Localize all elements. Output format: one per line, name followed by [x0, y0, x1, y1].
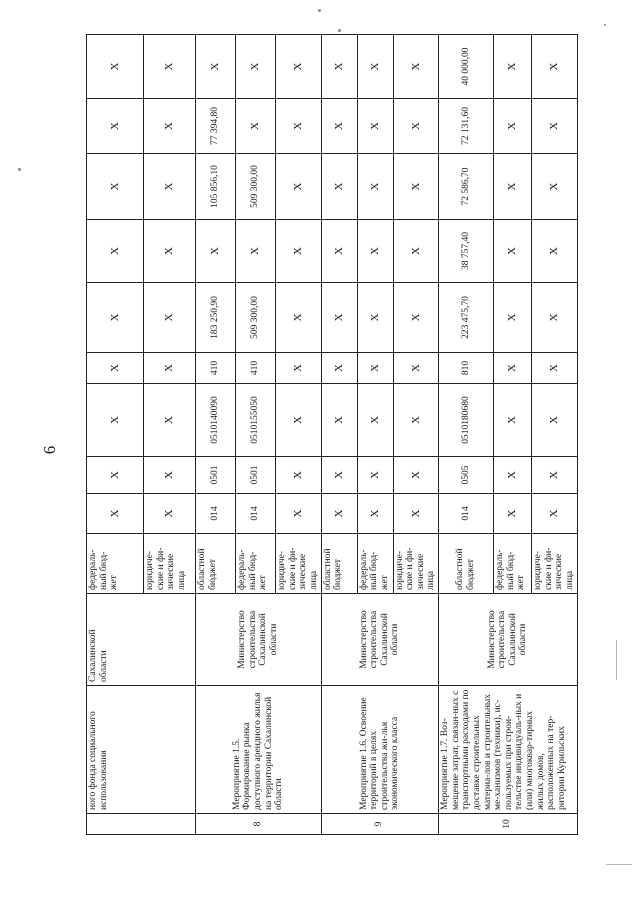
data-cell: X: [532, 154, 578, 220]
data-cell: X: [393, 154, 439, 220]
data-cell: X: [276, 283, 322, 353]
table-row: [87, 35, 144, 835]
data-cell: X: [236, 220, 276, 283]
row-number-cell: 10: [439, 814, 578, 835]
data-cell: X: [532, 99, 578, 154]
row-number-cell: [87, 814, 196, 835]
data-cell: 72 131,60: [439, 99, 494, 154]
data-cell: X: [393, 220, 439, 283]
data-cell: X: [532, 220, 578, 283]
scan-edge-mark: [606, 864, 632, 865]
data-cell: X: [494, 283, 532, 353]
data-cell: X: [196, 35, 236, 99]
funding-table: [86, 34, 578, 835]
data-cell: X: [87, 35, 144, 99]
scan-speck: [338, 29, 341, 32]
funding-source-cell: областной бюджет: [196, 534, 236, 594]
funding-source-cell: юридиче-ские и фи-зические лица: [144, 534, 196, 594]
data-cell: 0510140090: [196, 384, 236, 457]
data-cell: X: [144, 457, 196, 494]
data-cell: 410: [236, 353, 276, 384]
responsible-org-cell: Министерство строительства Сахалинской области: [196, 594, 322, 686]
funding-source-cell: областной бюджет: [439, 534, 494, 594]
responsible-org-cell: Министерство строительства Сахалинской области: [321, 594, 439, 686]
data-cell: X: [87, 457, 144, 494]
data-cell: 105 856,10: [196, 154, 236, 220]
data-cell: 0505: [439, 457, 494, 494]
data-cell: X: [494, 99, 532, 154]
data-cell: 014: [196, 494, 236, 534]
funding-source-cell: юридиче-ские и фи-зические лица: [276, 534, 322, 594]
data-cell: X: [494, 154, 532, 220]
data-cell: X: [393, 353, 439, 384]
funding-source-cell: областной бюджет: [321, 534, 357, 594]
row-number-cell: 8: [196, 814, 322, 835]
data-cell: X: [494, 457, 532, 494]
data-cell: X: [494, 494, 532, 534]
activity-cell: Мероприятие 1.5. Формирование рынка доступного арендного жилья на территории Сахалинской области: [196, 686, 322, 814]
data-cell: X: [87, 494, 144, 534]
data-cell: X: [357, 457, 393, 494]
data-cell: X: [276, 35, 322, 99]
data-cell: X: [321, 35, 357, 99]
data-cell: X: [357, 353, 393, 384]
responsible-org-cell: Министерство строительства Сахалинской области: [439, 594, 578, 686]
data-cell: X: [144, 154, 196, 220]
scan-edge-mark: [616, 640, 617, 680]
data-cell: X: [236, 35, 276, 99]
activity-cell: Мероприятие 1.7. Воз-мещение затрат, связан-ных с транспортными расходами по доставке строительных материа-лов и строительных ме-ханизмов (техники), ис-пользуемых при строи-тельстве индивидуаль-ных и (или) многоквар-тирных жилых домов, расположенных на тер-ритории Курильских: [439, 686, 578, 814]
data-cell: X: [276, 154, 322, 220]
data-cell: 0510180680: [439, 384, 494, 457]
data-cell: 410: [196, 353, 236, 384]
data-cell: 810: [439, 353, 494, 384]
data-cell: 40 000,00: [439, 35, 494, 99]
data-cell: X: [144, 99, 196, 154]
data-cell: X: [357, 494, 393, 534]
data-cell: X: [494, 220, 532, 283]
data-cell: X: [144, 384, 196, 457]
data-cell: X: [87, 353, 144, 384]
data-cell: 183 250,90: [196, 283, 236, 353]
data-cell: X: [87, 384, 144, 457]
data-cell: 014: [439, 494, 494, 534]
data-cell: 223 475,70: [439, 283, 494, 353]
funding-source-cell: федераль-ный бюд-жет: [357, 534, 393, 594]
scan-speck: [18, 168, 21, 171]
funding-source-cell: юридиче-ские и фи-зические лица: [393, 534, 439, 594]
data-cell: X: [321, 220, 357, 283]
data-cell: X: [276, 457, 322, 494]
data-cell: X: [144, 353, 196, 384]
data-cell: X: [532, 353, 578, 384]
data-cell: 77 394,80: [196, 99, 236, 154]
data-cell: X: [144, 220, 196, 283]
data-cell: X: [321, 99, 357, 154]
table-row: [196, 35, 236, 835]
data-cell: X: [494, 35, 532, 99]
data-cell: X: [494, 353, 532, 384]
data-cell: X: [357, 384, 393, 457]
data-cell: X: [532, 35, 578, 99]
data-cell: 38 757,40: [439, 220, 494, 283]
activity-cell: Мероприятие 1.6. Освоение территорий в целях строительства жи-лья экономического класса: [321, 686, 439, 814]
funding-source-cell: федераль-ный бюд-жет: [236, 534, 276, 594]
table-row: [439, 35, 494, 835]
data-cell: 509 300,00: [236, 154, 276, 220]
data-cell: X: [236, 99, 276, 154]
data-cell: X: [393, 457, 439, 494]
data-cell: X: [144, 494, 196, 534]
data-cell: X: [321, 283, 357, 353]
data-cell: X: [393, 99, 439, 154]
data-cell: X: [87, 220, 144, 283]
program-table-rotated: [86, 35, 575, 835]
data-cell: X: [144, 35, 196, 99]
scan-speck: [604, 24, 606, 26]
data-cell: X: [276, 384, 322, 457]
data-cell: X: [532, 457, 578, 494]
data-cell: X: [393, 283, 439, 353]
page-number: 6: [40, 445, 59, 455]
data-cell: X: [276, 99, 322, 154]
data-cell: X: [357, 283, 393, 353]
data-cell: X: [321, 353, 357, 384]
data-cell: 0501: [196, 457, 236, 494]
data-cell: X: [321, 494, 357, 534]
data-cell: 509 300,00: [236, 283, 276, 353]
row-number-cell: 9: [321, 814, 439, 835]
table-row: [321, 35, 357, 835]
data-cell: X: [144, 283, 196, 353]
data-cell: X: [532, 283, 578, 353]
data-cell: X: [276, 353, 322, 384]
data-cell: X: [357, 220, 393, 283]
data-cell: X: [357, 35, 393, 99]
data-cell: X: [276, 220, 322, 283]
responsible-org-cell: Сахалинской области: [87, 594, 196, 686]
data-cell: X: [196, 220, 236, 283]
funding-source-cell: федераль-ный бюд-жет: [494, 534, 532, 594]
scan-speck: [318, 9, 321, 12]
funding-source-cell: федераль-ный бюд-жет: [87, 534, 144, 594]
data-cell: X: [532, 384, 578, 457]
data-cell: X: [393, 384, 439, 457]
activity-cell: ного фонда социального использования: [87, 686, 196, 814]
data-cell: X: [276, 494, 322, 534]
data-cell: X: [321, 457, 357, 494]
data-cell: X: [321, 154, 357, 220]
data-cell: 72 586,70: [439, 154, 494, 220]
data-cell: X: [87, 99, 144, 154]
data-cell: X: [321, 384, 357, 457]
data-cell: X: [494, 384, 532, 457]
funding-source-cell: юридиче-ские и фи-зические лица: [532, 534, 578, 594]
data-cell: X: [393, 494, 439, 534]
data-cell: 0510155050: [236, 384, 276, 457]
data-cell: 0501: [236, 457, 276, 494]
data-cell: 014: [236, 494, 276, 534]
data-cell: X: [357, 99, 393, 154]
data-cell: X: [532, 494, 578, 534]
data-cell: X: [357, 154, 393, 220]
data-cell: X: [393, 35, 439, 99]
data-cell: X: [87, 283, 144, 353]
data-cell: X: [87, 154, 144, 220]
